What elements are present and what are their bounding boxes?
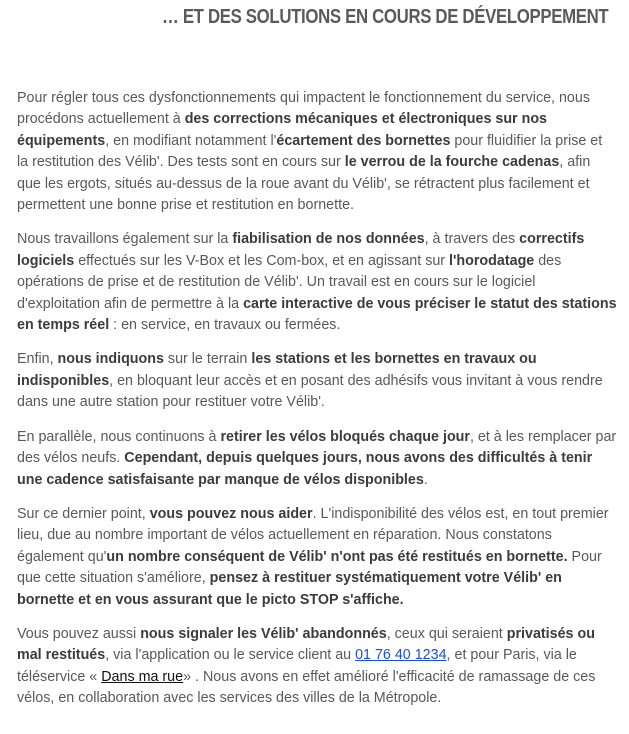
paragraph-indications: Enfin, nous indiquons sur le terrain les stations et les bornettes en travaux ou indisponibles, en bloquant leur accès et en posant des adhésifs vous invitant à vous rendre dans une autre station pour restituer votre Vélib'.: [17, 351, 603, 411]
paragraph-signalement: Vous pouvez aussi nous signaler les Vélib' abandonnés, ceux qui seraient privatisés ou mal restitués, via l'application ou le service client au 01 76 40 1234, et pour Paris, via le téléservice « Dans ma rue» . Nous avons en effet amélioré l'efficacité de ramassage de ces vélos, en collaboration avec les services des villes de la Métropole.: [17, 625, 596, 707]
paragraph-parallele: En parallèle, nous continuons à retirer les vélos bloqués chaque jour, et à les remplacer par des vélos neufs. Cependant, depuis quelques jours, nous avons des difficultés à tenir une cadence satisfaisante par manque de vélos disponibles.: [17, 428, 617, 488]
paragraph-aide: Sur ce dernier point, vous pouvez nous aider. L'indisponibilité des vélos est, en tout premier lieu, due au nombre important de vélos actuellement en réparation. Nous constatons également qu'un nombre conséquent de Vélib' n'ont pas été restitués en bornette. Pour que cette situation s'améliore, pensez à restituer systématiquement votre Vélib' en bornette et en vous assurant que le picto STOP s'affiche.: [17, 505, 609, 608]
phone-link[interactable]: 01 76 40 1234: [355, 647, 447, 664]
dans-ma-rue-link[interactable]: Dans ma rue: [101, 668, 184, 685]
paragraph-corrections: Pour régler tous ces dysfonctionnements qui impactent le fonctionnement du service, nous procédons actuellement à des corrections mécaniques et électroniques sur nos équipements, en modifiant notamment l'écartement des bornettes pour fluidifier la prise et la restitution des Vélib'. Des tests sont en cours sur le verrou de la fourche cadenas, afin que les ergots, situés au-dessus de la roue avant du Vélib', se rétractent plus facilement et permettent une bonne prise et restitution en bornette.: [17, 90, 603, 214]
paragraph-donnees: Nous travaillons également sur la fiabilisation de nos données, à travers des correctifs logiciels effectués sur les V-Box et les Com-box, et en agissant sur l'horodatage des opérations de prise et de restitution de Vélib'. Un travail est en cours sur le logiciel d'exploitation afin de permettre à la carte interactive de vous préciser le statut des stations en temps réel : en service, en travaux ou fermées.: [17, 231, 617, 334]
article-body: [17, 88, 617, 723]
section-heading: … ET DES SOLUTIONS EN COURS DE DÉVELOPPEMENT: [161, 6, 608, 28]
